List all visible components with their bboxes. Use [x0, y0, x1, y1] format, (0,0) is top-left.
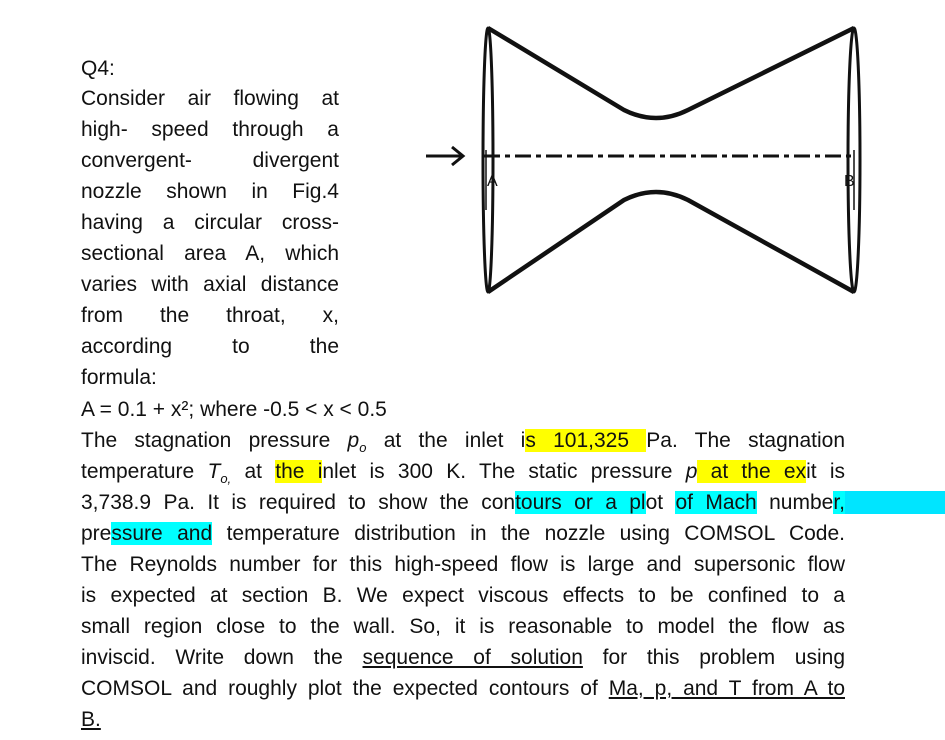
section-b-label: B [844, 173, 855, 190]
body-line [81, 709, 845, 740]
body-line: The Reynolds number for this high-speed flow is large and supersonic flow [81, 553, 845, 576]
body-line: 3,738.9 Pa. It is required to show the contours or a plot of Mach number, [81, 491, 845, 514]
question-number: Q4: [81, 57, 115, 80]
inlet-ellipse [483, 28, 493, 292]
section-a-label: A [487, 173, 498, 190]
highlight-cyan: r, [833, 491, 845, 514]
symbol-t0: $T_{o,}$ [207, 460, 232, 487]
intro-line: sectional area A, which [81, 242, 339, 265]
intro-line: convergent- divergent [81, 149, 339, 172]
body-line: is expected at section B. We expect viscous effects to be confined to a [81, 584, 845, 607]
intro-line: according to the [81, 335, 339, 358]
symbol-p: p [685, 460, 698, 483]
intro-line: from the throat, x, [81, 304, 339, 327]
intro-line: high- speed through a [81, 118, 339, 141]
highlight-cyan: of Mach [675, 491, 757, 514]
formula-line: A = 0.1 + x²; where -0.5 < x < 0.5 [81, 398, 387, 421]
intro-line: nozzle shown in Fig.4 [81, 180, 339, 203]
highlight-cyan: ssure and [111, 522, 213, 545]
body-line: inviscid. Write down the sequence of solution for this problem using [81, 646, 845, 669]
intro-line: varies with axial distance [81, 273, 339, 296]
body-line: small region close to the wall. So, it is reasonable to model the flow as [81, 615, 845, 638]
highlight-yellow: s 101,325 [525, 429, 647, 452]
underlined-text: Ma, p, and T from A to [608, 677, 845, 700]
question-intro-column [81, 88, 339, 398]
body-line: pressure and temperature distribution in the nozzle using COMSOL Code. [81, 522, 845, 545]
upper-nozzle-wall [488, 28, 854, 118]
intro-line: having a circular cross- [81, 211, 339, 234]
body-line: The stagnation pressure $p_o$ at the inlet is 101,325 Pa. The stagnation [81, 429, 845, 456]
nozzle-figure [416, 10, 876, 310]
highlight-cyan: tours or a pl [515, 491, 646, 514]
intro-line: formula: [81, 366, 157, 389]
body-line: temperature $T_{o,}$ at the inlet is 300 K. The static pressure p at the exit is [81, 460, 846, 487]
highlight-yellow: at the ex [697, 460, 807, 483]
arrow-right-icon [426, 147, 463, 165]
highlight-yellow: the i [275, 460, 323, 483]
intro-line: Consider air flowing at [81, 87, 339, 110]
underlined-text: sequence of solution [362, 646, 583, 669]
cyan-highlight-margin [835, 491, 945, 514]
symbol-p0: $p_o$ [347, 429, 367, 456]
underlined-text: B. [81, 708, 101, 731]
lower-nozzle-wall [488, 192, 854, 292]
body-line: COMSOL and roughly plot the expected contours of Ma, p, and T from A to [81, 677, 845, 700]
question-body [81, 399, 845, 740]
